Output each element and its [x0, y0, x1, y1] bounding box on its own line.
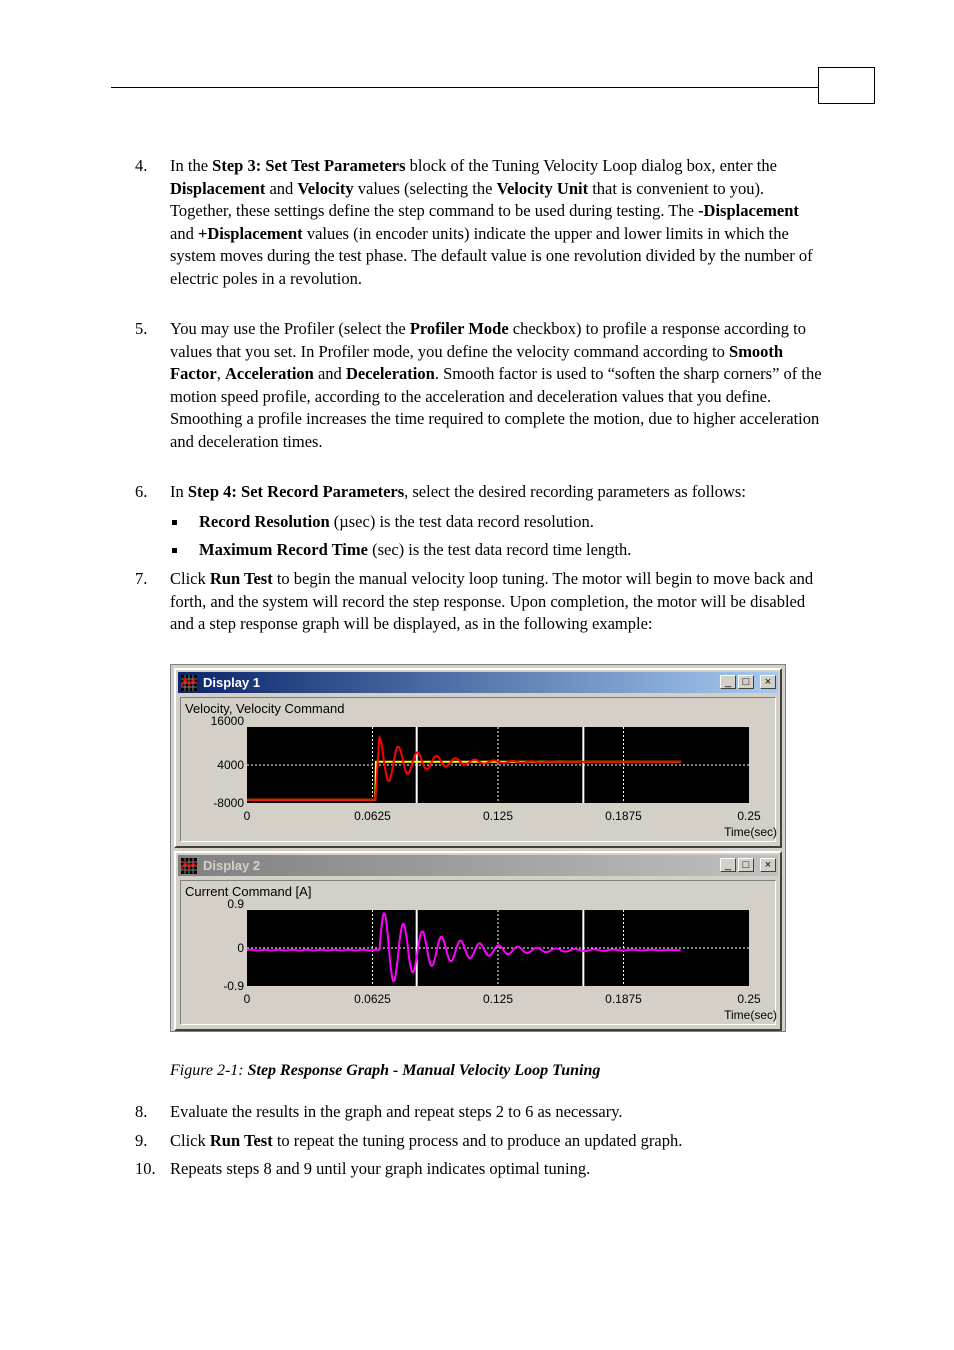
step-text: In Step 4: Set Record Parameters, select the desired recording parameters as follows: — [170, 482, 746, 501]
display-2-titlebar[interactable] — [178, 855, 778, 876]
x-tick-label: 0.1875 — [605, 992, 642, 1006]
graph-icon — [181, 675, 197, 691]
bullet-square-icon — [172, 520, 177, 525]
y-tick-label: -8000 — [213, 796, 244, 810]
close-button[interactable]: × — [760, 675, 776, 689]
display-2-window — [174, 851, 782, 1031]
y-tick-label: 0.9 — [227, 897, 244, 911]
step-number: 7. — [135, 569, 148, 588]
step-number: 6. — [135, 482, 148, 501]
step-number: 8. — [135, 1102, 148, 1121]
minimize-button[interactable]: _ — [720, 675, 736, 689]
caption-prefix: Figure 2-1: — [170, 1062, 248, 1079]
display-2-client — [180, 880, 776, 1025]
y-tick-label: 4000 — [217, 758, 244, 772]
step-text: Repeats steps 8 and 9 until your graph indicates optimal tuning. — [170, 1159, 591, 1178]
header-rule — [111, 87, 819, 88]
current-chart — [181, 881, 779, 1027]
figure-caption — [170, 1062, 600, 1080]
bullet-square-icon — [172, 548, 177, 553]
step-text: Evaluate the results in the graph and repeat steps 2 to 6 as necessary. — [170, 1102, 623, 1121]
y-tick-label: 0 — [237, 941, 244, 955]
maximize-button[interactable]: □ — [738, 675, 754, 689]
step-text: You may use the Profiler (select the Profiler Mode checkbox) to profile a response according to values that you set. In Profiler mode, you define the velocity command according to Smooth Factor, Acceleration and Deceleration. Smooth factor is used to “soften the sharp corners” of the motion speed profile, according to the acceleration and deceleration values that you define. Smoothing a profile increases the time required to complete the motion, due to higher acceleration and deceleration times. — [170, 319, 822, 451]
step-6 — [135, 481, 825, 504]
x-tick-label: 0.0625 — [354, 809, 391, 823]
step-number: 4. — [135, 156, 148, 175]
velocity-chart — [181, 698, 779, 844]
step-number: 10. — [135, 1159, 156, 1178]
display-2-title: Display 2 — [203, 858, 261, 873]
bullet-text: Maximum Record Time (sec) is the test data record time length. — [199, 540, 632, 559]
close-button[interactable]: × — [760, 858, 776, 872]
step-5 — [135, 318, 825, 453]
bullet-max-record-time — [170, 539, 830, 562]
y-tick-label: 16000 — [210, 714, 244, 728]
step-7 — [135, 568, 825, 636]
step-number: 9. — [135, 1131, 148, 1150]
x-tick-label: 0.25 — [737, 809, 761, 823]
x-tick-label: 0.125 — [482, 992, 514, 1006]
step-text: In the Step 3: Set Test Parameters block of the Tuning Velocity Loop dialog box, enter the Displacement and Velocity values (selecting the Velocity Unit that is convenient to you). Together, these settings define the step command to be used during testing. The -Displacement and +Displacement values (in encoder units) indicate the upper and lower limits in which the system moves during the test phase. The default value is one revolution divided by the number of electric poles in a revolution. — [170, 156, 813, 288]
step-text: Click Run Test to repeat the tuning process and to produce an updated graph. — [170, 1131, 683, 1150]
caption-title: Step Response Graph - Manual Velocity Loop Tuning — [247, 1062, 601, 1079]
graph-icon — [181, 858, 197, 874]
bullet-record-resolution — [170, 511, 830, 534]
maximize-button[interactable]: □ — [738, 858, 754, 872]
display-1-client — [180, 697, 776, 842]
minimize-button[interactable]: _ — [720, 858, 736, 872]
x-axis-label: Time(sec) — [724, 1008, 777, 1022]
display-1-title: Display 1 — [203, 675, 261, 690]
page-number-box — [818, 67, 875, 104]
x-tick-label: 0 — [243, 809, 251, 823]
display-1-titlebar[interactable] — [178, 672, 778, 693]
step-4 — [135, 155, 825, 290]
display-1-window — [174, 668, 782, 848]
step-8 — [135, 1101, 825, 1124]
graph-1-title: Velocity, Velocity Command — [185, 701, 345, 716]
step-number: 5. — [135, 319, 148, 338]
step-9 — [135, 1130, 825, 1153]
x-tick-label: 0.1875 — [605, 809, 642, 823]
y-tick-label: -0.9 — [223, 979, 244, 993]
graph-2-title: Current Command [A] — [185, 884, 312, 899]
x-tick-label: 0.125 — [482, 809, 514, 823]
step-text: Click Run Test to begin the manual velocity loop tuning. The motor will begin to move back and forth, and the system will record the step response. Upon completion, the motor will be disabled and a step response graph will be displayed, as in the following example: — [170, 569, 814, 633]
x-axis-label: Time(sec) — [724, 825, 777, 839]
display-screenshot — [170, 664, 786, 1032]
step-10 — [135, 1158, 825, 1181]
x-tick-label: 0.25 — [737, 992, 761, 1006]
x-tick-label: 0 — [243, 992, 251, 1006]
bullet-text: Record Resolution (µsec) is the test data record resolution. — [199, 512, 594, 531]
x-tick-label: 0.0625 — [354, 992, 391, 1006]
